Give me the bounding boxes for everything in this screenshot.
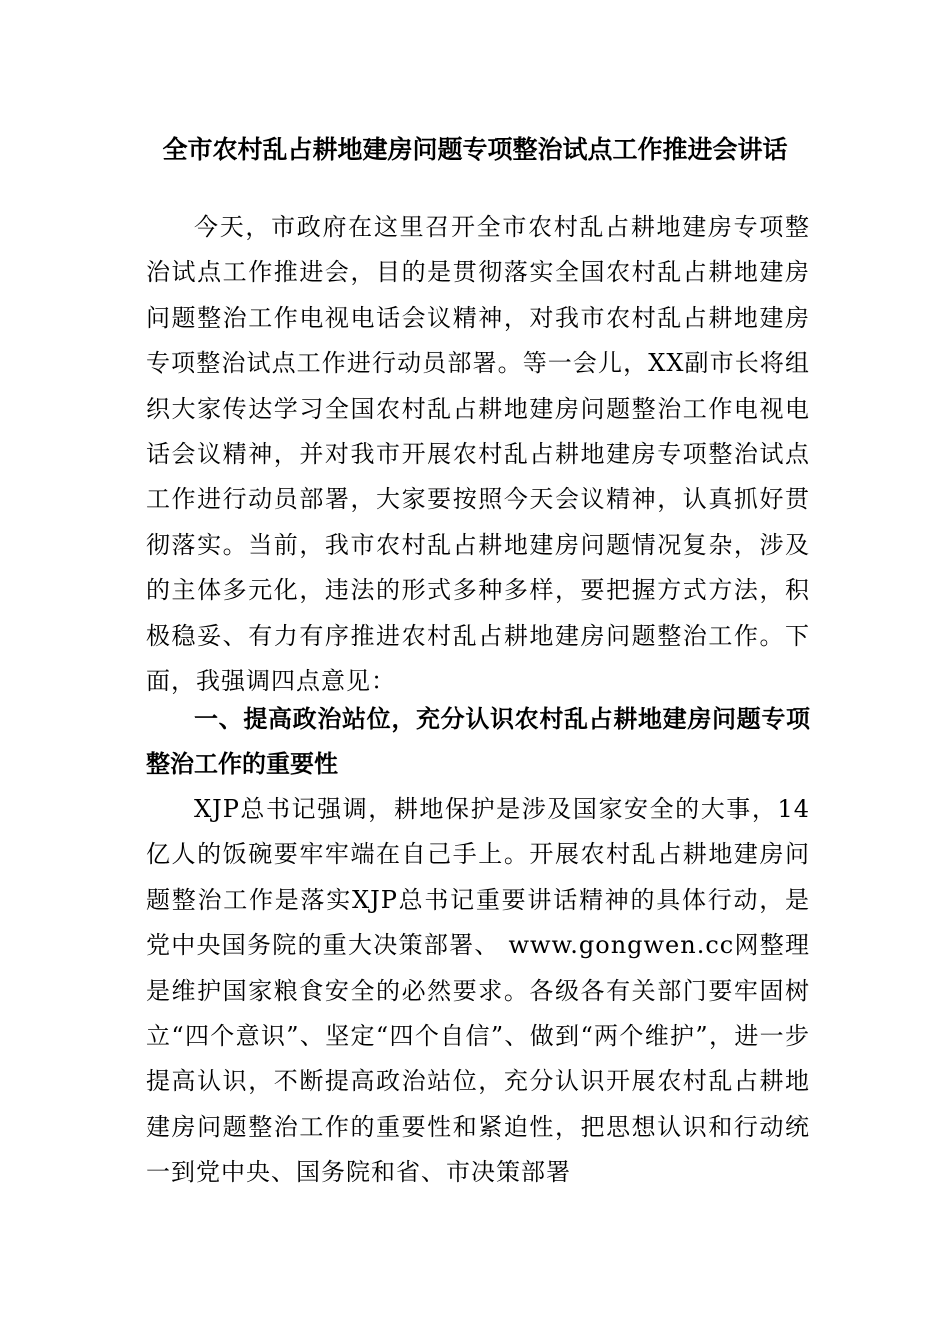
section-heading-1: 一、提高政治站位，充分认识农村乱占耕地建房问题专项整治工作的重要性 (146, 705, 810, 778)
section-1-paragraph: XJP总书记强调，耕地保护是涉及国家安全的大事，14亿人的饭碗要牢牢端在自己手上。开展农村乱占耕地建房问题整治工作是落实XJP总书记重要讲话精神的具体行动，是党中央国务院的重大决策部署、 www.gongwen.cc网整理是维护国家粮食安全的必然要求。各级各有关部门要牢固树立“四个意识”、坚定“四个自信”、做到“两个维护”，进一步提高认识，不断提高政治站位，充分认识开展农村乱占耕地建房问题整治工作的重要性和紧迫性，把思想认识和行动统一到党中央、国务院和省、市决策部署 (146, 795, 810, 1187)
document-title: 全市农村乱占耕地建房问题专项整治试点工作推进会讲话 (162, 135, 788, 164)
intro-paragraph: 今天，市政府在这里召开全市农村乱占耕地建房专项整治试点工作推进会，目的是贯彻落实全国农村乱占耕地建房问题整治工作电视电话会议精神，对我市农村乱占耕地建房专项整治试点工作进行动员部署。等一会儿，XX副市长将组织大家传达学习全国农村乱占耕地建房问题整治工作电视电话会议精神，并对我市开展农村乱占耕地建房专项整治试点工作进行动员部署，大家要按照今天会议精神，认真抓好贯彻落实。当前，我市农村乱占耕地建房问题情况复杂，涉及的主体多元化，违法的形式多种多样，要把握方式方法，积极稳妥、有力有序推进农村乱占耕地建房问题整治工作。下面，我强调四点意见： (146, 213, 810, 696)
